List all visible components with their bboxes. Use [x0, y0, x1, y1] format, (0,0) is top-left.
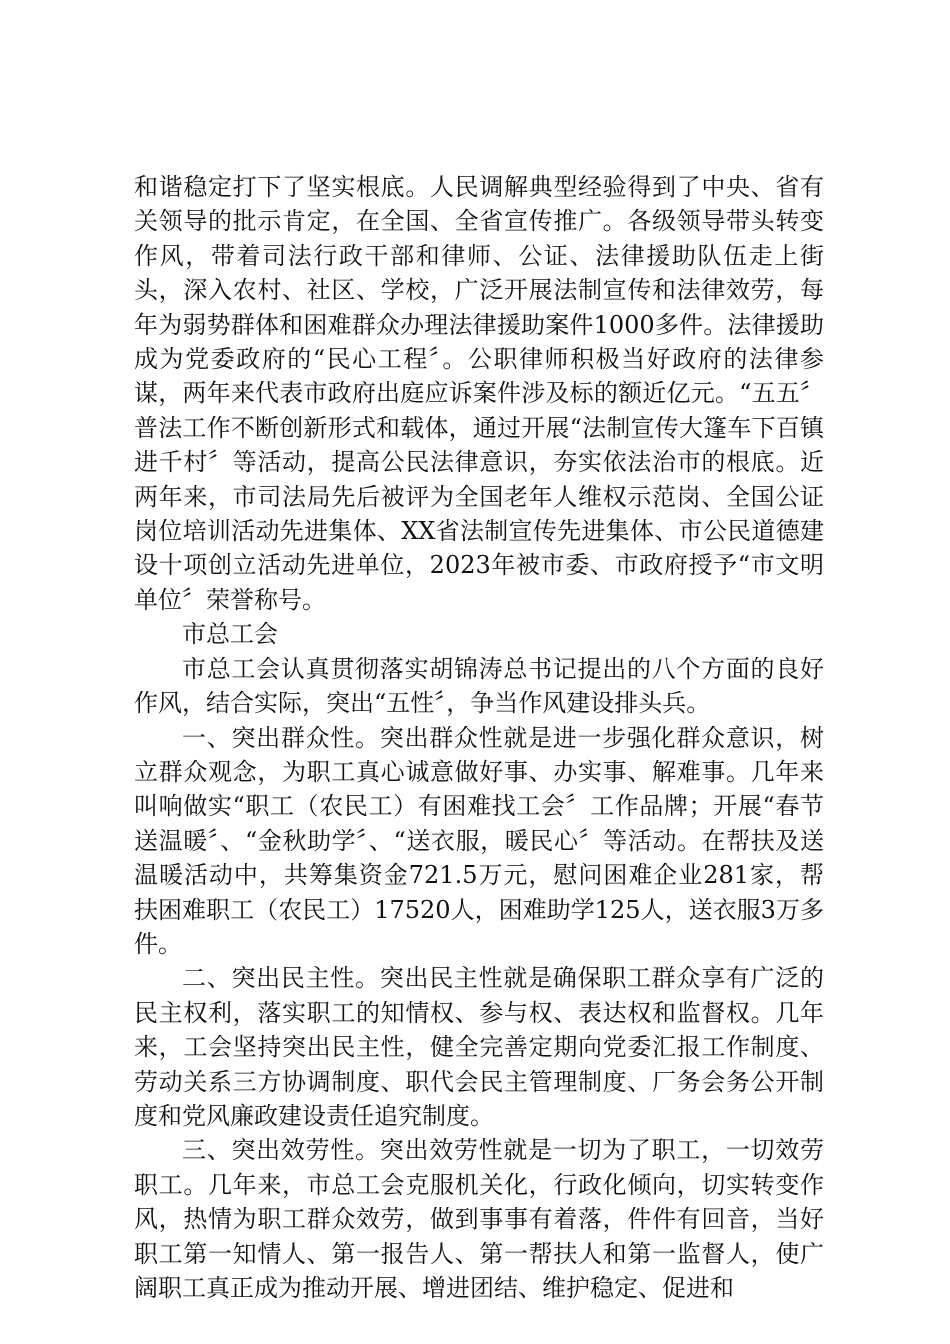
- document-body: [134, 170, 824, 1305]
- paragraph-continuation: 和谐稳定打下了坚实根底。人民调解典型经验得到了中央、省有关领导的批示肯定，在全国、全省宣传推广。各级领导带头转变作风，带着司法行政干部和律师、公证、法律援助队伍走上街头，深入农村、社区、学校，广泛开展法制宣传和法律效劳，每年为弱势群体和困难群众办理法律援助案件1000多件。法律援助成为党委政府的“民心工程〞。公职律师积极当好政府的法律参谋，两年来代表市政府出庭应诉案件涉及标的额近亿元。“五五〞普法工作不断创新形式和载体，通过开展“法制宣传大篷车下百镇进千村〞等活动，提高公民法律意识，夯实依法治市的根底。近两年来，市司法局先后被评为全国老年人维权示范岗、全国公证岗位培训活动先进集体、XX省法制宣传先进集体、市公民道德建设十项创立活动先进单位，2023年被市委、市政府授予“市文明单位〞荣誉称号。: [134, 173, 824, 614]
- section-heading: 市总工会: [182, 620, 278, 649]
- paragraph-point-2: 二、突出民主性。突出民主性就是确保职工群众享有广泛的民主权利，落实职工的知情权、参与权、表达权和监督权。几年来，工会坚持突出民主性，健全完善定期向党委汇报工作制度、劳动关系三方协调制度、职代会民主管理制度、厂务会务公开制度和党风廉政建设责任追究制度。: [134, 964, 824, 1130]
- paragraph-point-1: 一、突出群众性。突出群众性就是进一步强化群众意识，树立群众观念，为职工真心诚意做好事、办实事、解难事。几年来叫响做实“职工（农民工）有困难找工会〞工作品牌；开展“春节送温暖〞、“金秋助学〞、“送衣服，暖民心〞等活动。在帮扶及送温暖活动中，共筹集资金721.5万元，慰问困难企业281家，帮扶困难职工（农民工）17520人，困难助学125人，送衣服3万多件。: [134, 723, 824, 958]
- paragraph-intro: 市总工会认真贯彻落实胡锦涛总书记提出的八个方面的良好作风，结合实际，突出“五性〞，争当作风建设排头兵。: [134, 654, 824, 718]
- paragraph-point-3: 三、突出效劳性。突出效劳性就是一切为了职工，一切效劳职工。几年来，市总工会克服机关化，行政化倾向，切实转变作风，热情为职工群众效劳，做到事事有着落，件件有回音，当好职工第一知情人、第一报告人、第一帮扶人和第一监督人，使广阔职工真正成为推动开展、增进团结、维护稳定、促进和: [134, 1136, 824, 1302]
